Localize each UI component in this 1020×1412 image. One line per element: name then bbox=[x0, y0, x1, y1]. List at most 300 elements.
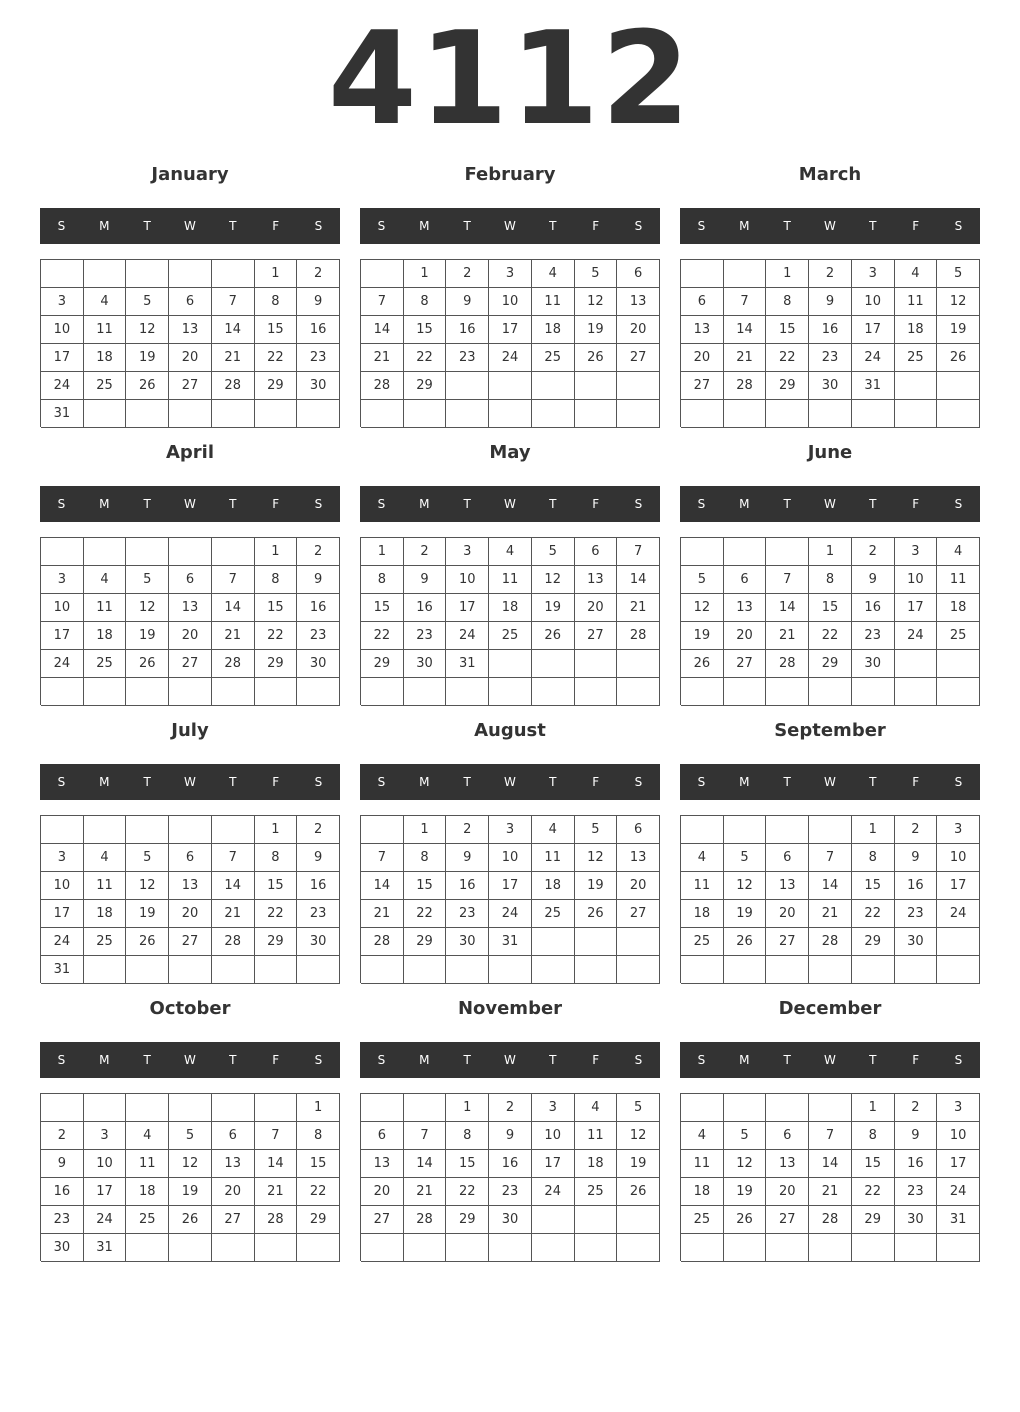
day-cell: 17 bbox=[937, 1150, 980, 1178]
day-cell: 8 bbox=[255, 288, 298, 316]
day-cell: 27 bbox=[169, 372, 212, 400]
empty-day-cell bbox=[937, 400, 980, 428]
day-cell: 3 bbox=[84, 1122, 127, 1150]
day-cell: 18 bbox=[84, 344, 127, 372]
day-cell: 12 bbox=[724, 1150, 767, 1178]
empty-day-cell bbox=[41, 816, 84, 844]
day-cell: 28 bbox=[766, 650, 809, 678]
weekday-label: F bbox=[272, 775, 280, 789]
day-cell: 19 bbox=[575, 316, 618, 344]
day-cell: 11 bbox=[84, 316, 127, 344]
weekday-label: S bbox=[314, 1053, 323, 1067]
day-cell: 16 bbox=[297, 316, 340, 344]
weekday-label: S bbox=[954, 1053, 963, 1067]
day-cell: 15 bbox=[255, 872, 298, 900]
month-june bbox=[680, 438, 980, 708]
day-grid bbox=[680, 815, 980, 983]
day-cell: 7 bbox=[361, 288, 404, 316]
day-cell: 24 bbox=[895, 622, 938, 650]
empty-day-cell bbox=[404, 678, 447, 706]
empty-day-cell bbox=[532, 678, 575, 706]
year-title: 4112 bbox=[327, 5, 693, 154]
day-cell: 20 bbox=[617, 872, 660, 900]
day-cell: 16 bbox=[895, 1150, 938, 1178]
empty-day-cell bbox=[724, 1234, 767, 1262]
weekday-header bbox=[680, 764, 980, 800]
month-november bbox=[360, 994, 660, 1264]
day-grid bbox=[40, 537, 340, 705]
day-cell: 12 bbox=[575, 288, 618, 316]
day-cell: 13 bbox=[724, 594, 767, 622]
empty-day-cell bbox=[126, 260, 169, 288]
day-cell: 16 bbox=[297, 594, 340, 622]
day-cell: 23 bbox=[895, 900, 938, 928]
day-grid bbox=[360, 259, 660, 427]
empty-day-cell bbox=[361, 1234, 404, 1262]
day-cell: 23 bbox=[489, 1178, 532, 1206]
day-cell: 6 bbox=[361, 1122, 404, 1150]
day-cell: 23 bbox=[41, 1206, 84, 1234]
weekday-label: F bbox=[912, 219, 920, 233]
day-cell: 5 bbox=[126, 566, 169, 594]
day-cell: 10 bbox=[84, 1150, 127, 1178]
weekday-label: M bbox=[739, 775, 750, 789]
day-cell: 7 bbox=[809, 1122, 852, 1150]
day-cell: 11 bbox=[84, 594, 127, 622]
day-cell: 30 bbox=[41, 1234, 84, 1262]
weekday-header bbox=[40, 486, 340, 522]
weekday-label: F bbox=[272, 219, 280, 233]
empty-day-cell bbox=[895, 678, 938, 706]
weekday-label: S bbox=[377, 775, 386, 789]
day-cell: 15 bbox=[809, 594, 852, 622]
day-cell: 17 bbox=[852, 316, 895, 344]
empty-day-cell bbox=[937, 650, 980, 678]
day-cell: 9 bbox=[895, 844, 938, 872]
month-name: February bbox=[464, 164, 556, 185]
empty-day-cell bbox=[617, 1234, 660, 1262]
weekday-label: W bbox=[504, 219, 516, 233]
empty-day-cell bbox=[361, 956, 404, 984]
day-cell: 23 bbox=[404, 622, 447, 650]
empty-day-cell bbox=[724, 400, 767, 428]
empty-day-cell bbox=[255, 1234, 298, 1262]
day-cell: 18 bbox=[937, 594, 980, 622]
day-cell: 31 bbox=[937, 1206, 980, 1234]
empty-day-cell bbox=[361, 400, 404, 428]
day-cell: 9 bbox=[41, 1150, 84, 1178]
day-cell: 5 bbox=[169, 1122, 212, 1150]
day-cell: 25 bbox=[84, 928, 127, 956]
day-cell: 11 bbox=[532, 844, 575, 872]
empty-day-cell bbox=[84, 260, 127, 288]
day-cell: 1 bbox=[361, 538, 404, 566]
day-cell: 8 bbox=[255, 844, 298, 872]
weekday-label: T bbox=[549, 497, 557, 511]
day-cell: 29 bbox=[852, 1206, 895, 1234]
empty-day-cell bbox=[169, 260, 212, 288]
day-cell: 31 bbox=[41, 400, 84, 428]
day-cell: 8 bbox=[446, 1122, 489, 1150]
day-cell: 22 bbox=[404, 344, 447, 372]
day-cell: 22 bbox=[361, 622, 404, 650]
empty-day-cell bbox=[766, 678, 809, 706]
empty-day-cell bbox=[809, 400, 852, 428]
day-cell: 5 bbox=[532, 538, 575, 566]
day-cell: 10 bbox=[446, 566, 489, 594]
day-cell: 21 bbox=[361, 344, 404, 372]
day-cell: 23 bbox=[809, 344, 852, 372]
day-cell: 19 bbox=[126, 344, 169, 372]
day-cell: 9 bbox=[297, 288, 340, 316]
day-cell: 13 bbox=[617, 288, 660, 316]
empty-day-cell bbox=[126, 678, 169, 706]
empty-day-cell bbox=[575, 650, 618, 678]
day-cell: 26 bbox=[575, 344, 618, 372]
day-cell: 5 bbox=[724, 844, 767, 872]
day-cell: 9 bbox=[809, 288, 852, 316]
empty-day-cell bbox=[532, 372, 575, 400]
day-cell: 15 bbox=[852, 872, 895, 900]
day-cell: 11 bbox=[126, 1150, 169, 1178]
day-cell: 28 bbox=[212, 928, 255, 956]
empty-day-cell bbox=[297, 678, 340, 706]
weekday-label: F bbox=[592, 219, 600, 233]
day-cell: 17 bbox=[41, 900, 84, 928]
weekday-label: M bbox=[99, 219, 110, 233]
empty-day-cell bbox=[895, 1234, 938, 1262]
day-cell: 6 bbox=[617, 816, 660, 844]
day-cell: 5 bbox=[575, 260, 618, 288]
weekday-label: S bbox=[314, 775, 323, 789]
day-cell: 7 bbox=[404, 1122, 447, 1150]
day-cell: 20 bbox=[361, 1178, 404, 1206]
weekday-label: S bbox=[697, 219, 706, 233]
empty-day-cell bbox=[617, 400, 660, 428]
empty-day-cell bbox=[41, 538, 84, 566]
day-cell: 1 bbox=[852, 1094, 895, 1122]
day-cell: 2 bbox=[41, 1122, 84, 1150]
day-cell: 13 bbox=[575, 566, 618, 594]
weekday-label: T bbox=[229, 1053, 237, 1067]
day-cell: 20 bbox=[681, 344, 724, 372]
day-cell: 23 bbox=[446, 900, 489, 928]
day-cell: 24 bbox=[852, 344, 895, 372]
day-cell: 11 bbox=[937, 566, 980, 594]
empty-day-cell bbox=[681, 678, 724, 706]
day-cell: 18 bbox=[575, 1150, 618, 1178]
empty-day-cell bbox=[255, 400, 298, 428]
weekday-header bbox=[680, 208, 980, 244]
day-cell: 17 bbox=[895, 594, 938, 622]
day-cell: 22 bbox=[852, 900, 895, 928]
day-cell: 3 bbox=[532, 1094, 575, 1122]
day-cell: 23 bbox=[297, 900, 340, 928]
day-cell: 27 bbox=[766, 1206, 809, 1234]
month-january bbox=[40, 160, 340, 430]
day-cell: 19 bbox=[724, 900, 767, 928]
day-cell: 1 bbox=[809, 538, 852, 566]
day-cell: 1 bbox=[297, 1094, 340, 1122]
empty-day-cell bbox=[895, 650, 938, 678]
day-cell: 18 bbox=[126, 1178, 169, 1206]
day-cell: 11 bbox=[895, 288, 938, 316]
month-december bbox=[680, 994, 980, 1264]
day-cell: 2 bbox=[446, 260, 489, 288]
day-cell: 8 bbox=[361, 566, 404, 594]
empty-day-cell bbox=[724, 956, 767, 984]
empty-day-cell bbox=[724, 260, 767, 288]
day-cell: 26 bbox=[617, 1178, 660, 1206]
day-cell: 16 bbox=[489, 1150, 532, 1178]
day-grid bbox=[680, 1093, 980, 1261]
day-cell: 7 bbox=[766, 566, 809, 594]
day-cell: 9 bbox=[446, 288, 489, 316]
month-name: December bbox=[778, 998, 882, 1019]
day-cell: 4 bbox=[532, 816, 575, 844]
empty-day-cell bbox=[84, 538, 127, 566]
day-cell: 17 bbox=[41, 344, 84, 372]
day-cell: 4 bbox=[84, 288, 127, 316]
day-cell: 28 bbox=[361, 372, 404, 400]
day-cell: 21 bbox=[361, 900, 404, 928]
empty-day-cell bbox=[617, 372, 660, 400]
weekday-label: S bbox=[634, 1053, 643, 1067]
day-cell: 4 bbox=[84, 566, 127, 594]
weekday-label: W bbox=[824, 219, 836, 233]
day-cell: 20 bbox=[169, 900, 212, 928]
day-cell: 12 bbox=[617, 1122, 660, 1150]
day-cell: 17 bbox=[489, 316, 532, 344]
day-cell: 7 bbox=[212, 566, 255, 594]
weekday-label: F bbox=[272, 1053, 280, 1067]
day-cell: 15 bbox=[852, 1150, 895, 1178]
day-cell: 17 bbox=[937, 872, 980, 900]
empty-day-cell bbox=[404, 400, 447, 428]
day-cell: 31 bbox=[852, 372, 895, 400]
day-cell: 31 bbox=[446, 650, 489, 678]
day-cell: 30 bbox=[297, 650, 340, 678]
empty-day-cell bbox=[297, 400, 340, 428]
weekday-label: M bbox=[419, 1053, 430, 1067]
weekday-label: S bbox=[57, 219, 66, 233]
weekday-label: F bbox=[272, 497, 280, 511]
day-cell: 24 bbox=[937, 900, 980, 928]
day-cell: 30 bbox=[895, 928, 938, 956]
day-cell: 28 bbox=[404, 1206, 447, 1234]
day-cell: 29 bbox=[255, 372, 298, 400]
weekday-label: S bbox=[634, 775, 643, 789]
day-cell: 3 bbox=[41, 288, 84, 316]
weekday-header bbox=[680, 486, 980, 522]
day-cell: 9 bbox=[446, 844, 489, 872]
weekday-label: F bbox=[912, 1053, 920, 1067]
day-cell: 1 bbox=[255, 538, 298, 566]
day-cell: 12 bbox=[532, 566, 575, 594]
day-cell: 17 bbox=[532, 1150, 575, 1178]
day-cell: 6 bbox=[212, 1122, 255, 1150]
day-cell: 23 bbox=[297, 344, 340, 372]
day-cell: 21 bbox=[809, 900, 852, 928]
day-cell: 14 bbox=[809, 872, 852, 900]
day-cell: 14 bbox=[724, 316, 767, 344]
empty-day-cell bbox=[681, 538, 724, 566]
weekday-label: S bbox=[377, 497, 386, 511]
day-cell: 3 bbox=[446, 538, 489, 566]
empty-day-cell bbox=[489, 372, 532, 400]
day-cell: 10 bbox=[41, 872, 84, 900]
day-cell: 5 bbox=[617, 1094, 660, 1122]
empty-day-cell bbox=[809, 816, 852, 844]
empty-day-cell bbox=[297, 956, 340, 984]
day-cell: 12 bbox=[126, 872, 169, 900]
empty-day-cell bbox=[41, 260, 84, 288]
day-cell: 12 bbox=[126, 594, 169, 622]
day-cell: 14 bbox=[255, 1150, 298, 1178]
weekday-header bbox=[40, 1042, 340, 1078]
empty-day-cell bbox=[126, 400, 169, 428]
day-cell: 2 bbox=[852, 538, 895, 566]
empty-day-cell bbox=[766, 1234, 809, 1262]
day-cell: 27 bbox=[617, 900, 660, 928]
day-cell: 25 bbox=[681, 928, 724, 956]
empty-day-cell bbox=[532, 928, 575, 956]
weekday-label: T bbox=[869, 219, 877, 233]
day-cell: 27 bbox=[212, 1206, 255, 1234]
weekday-label: T bbox=[549, 1053, 557, 1067]
day-cell: 28 bbox=[361, 928, 404, 956]
day-cell: 16 bbox=[895, 872, 938, 900]
day-cell: 11 bbox=[532, 288, 575, 316]
empty-day-cell bbox=[532, 1234, 575, 1262]
day-cell: 19 bbox=[681, 622, 724, 650]
day-cell: 9 bbox=[404, 566, 447, 594]
day-cell: 11 bbox=[681, 1150, 724, 1178]
day-cell: 27 bbox=[169, 928, 212, 956]
day-cell: 22 bbox=[809, 622, 852, 650]
empty-day-cell bbox=[404, 1094, 447, 1122]
empty-day-cell bbox=[681, 1234, 724, 1262]
empty-day-cell bbox=[169, 400, 212, 428]
day-cell: 22 bbox=[766, 344, 809, 372]
day-cell: 22 bbox=[255, 900, 298, 928]
empty-day-cell bbox=[766, 538, 809, 566]
weekday-header bbox=[40, 764, 340, 800]
day-cell: 16 bbox=[446, 872, 489, 900]
day-cell: 18 bbox=[681, 1178, 724, 1206]
empty-day-cell bbox=[446, 678, 489, 706]
weekday-label: W bbox=[824, 1053, 836, 1067]
day-cell: 28 bbox=[212, 650, 255, 678]
day-grid bbox=[40, 815, 340, 983]
empty-day-cell bbox=[937, 1234, 980, 1262]
day-cell: 3 bbox=[937, 1094, 980, 1122]
weekday-label: S bbox=[57, 1053, 66, 1067]
weekday-label: M bbox=[739, 497, 750, 511]
day-cell: 14 bbox=[404, 1150, 447, 1178]
day-cell: 22 bbox=[255, 622, 298, 650]
day-cell: 24 bbox=[532, 1178, 575, 1206]
day-cell: 24 bbox=[84, 1206, 127, 1234]
month-name: November bbox=[457, 998, 563, 1019]
day-grid bbox=[360, 537, 660, 705]
day-cell: 25 bbox=[84, 372, 127, 400]
weekday-label: S bbox=[954, 219, 963, 233]
day-cell: 25 bbox=[937, 622, 980, 650]
empty-day-cell bbox=[361, 260, 404, 288]
day-cell: 24 bbox=[41, 650, 84, 678]
empty-day-cell bbox=[766, 956, 809, 984]
empty-day-cell bbox=[41, 678, 84, 706]
day-cell: 22 bbox=[404, 900, 447, 928]
day-cell: 27 bbox=[766, 928, 809, 956]
day-cell: 25 bbox=[532, 344, 575, 372]
day-cell: 11 bbox=[575, 1122, 618, 1150]
month-name: May bbox=[489, 442, 531, 463]
day-cell: 26 bbox=[724, 1206, 767, 1234]
day-cell: 11 bbox=[84, 872, 127, 900]
day-cell: 1 bbox=[255, 260, 298, 288]
day-cell: 19 bbox=[575, 872, 618, 900]
month-august bbox=[360, 716, 660, 986]
day-cell: 25 bbox=[895, 344, 938, 372]
day-cell: 1 bbox=[255, 816, 298, 844]
empty-day-cell bbox=[681, 260, 724, 288]
day-cell: 25 bbox=[489, 622, 532, 650]
empty-day-cell bbox=[212, 1094, 255, 1122]
day-cell: 29 bbox=[809, 650, 852, 678]
day-cell: 13 bbox=[766, 872, 809, 900]
day-cell: 21 bbox=[809, 1178, 852, 1206]
day-cell: 11 bbox=[489, 566, 532, 594]
day-cell: 9 bbox=[297, 844, 340, 872]
day-cell: 5 bbox=[126, 844, 169, 872]
day-cell: 7 bbox=[724, 288, 767, 316]
weekday-label: T bbox=[869, 1053, 877, 1067]
weekday-label: T bbox=[463, 775, 471, 789]
day-cell: 13 bbox=[212, 1150, 255, 1178]
empty-day-cell bbox=[84, 678, 127, 706]
day-cell: 29 bbox=[446, 1206, 489, 1234]
empty-day-cell bbox=[575, 372, 618, 400]
day-cell: 12 bbox=[126, 316, 169, 344]
day-cell: 9 bbox=[297, 566, 340, 594]
empty-day-cell bbox=[809, 1234, 852, 1262]
empty-day-cell bbox=[446, 1234, 489, 1262]
day-cell: 8 bbox=[297, 1122, 340, 1150]
empty-day-cell bbox=[724, 678, 767, 706]
empty-day-cell bbox=[724, 1094, 767, 1122]
day-cell: 23 bbox=[297, 622, 340, 650]
weekday-label: W bbox=[824, 775, 836, 789]
day-cell: 28 bbox=[724, 372, 767, 400]
empty-day-cell bbox=[446, 400, 489, 428]
day-cell: 12 bbox=[575, 844, 618, 872]
day-cell: 10 bbox=[41, 316, 84, 344]
day-cell: 24 bbox=[489, 900, 532, 928]
day-cell: 3 bbox=[489, 260, 532, 288]
weekday-label: M bbox=[419, 775, 430, 789]
day-cell: 4 bbox=[126, 1122, 169, 1150]
day-cell: 21 bbox=[212, 344, 255, 372]
weekday-label: W bbox=[504, 1053, 516, 1067]
weekday-label: W bbox=[504, 775, 516, 789]
day-cell: 29 bbox=[255, 650, 298, 678]
day-cell: 29 bbox=[255, 928, 298, 956]
empty-day-cell bbox=[446, 956, 489, 984]
day-cell: 25 bbox=[575, 1178, 618, 1206]
empty-day-cell bbox=[532, 1206, 575, 1234]
